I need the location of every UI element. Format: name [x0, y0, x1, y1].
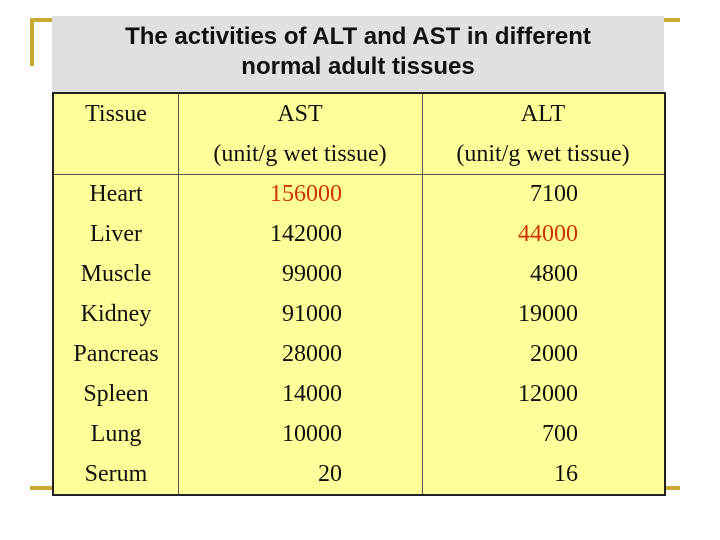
header-ast: AST [277, 101, 323, 127]
header-alt: ALT [520, 101, 566, 127]
tissue-name: Pancreas [73, 341, 159, 367]
alt-value: 4800 [530, 261, 578, 287]
alt-value: 19000 [518, 301, 578, 327]
ast-value: 10000 [282, 421, 342, 447]
corner-bracket-bottom-left [30, 486, 54, 490]
corner-bracket-top-left-vertical [30, 18, 34, 66]
tissue-name: Liver [90, 221, 142, 247]
tissue-name: Kidney [80, 301, 152, 327]
title-box [52, 16, 664, 92]
alt-value: 2000 [530, 341, 578, 367]
alt-value: 16 [554, 461, 578, 487]
enzyme-activity-table [52, 92, 666, 496]
slide-title: The activities of ALT and AST in different normal adult tissues [125, 23, 591, 80]
ast-value: 14000 [282, 381, 342, 407]
ast-value-highlighted: 156000 [270, 181, 342, 207]
ast-value: 99000 [282, 261, 342, 287]
corner-bracket-top-left-horizontal [30, 18, 52, 22]
alt-value: 700 [542, 421, 578, 447]
tissue-name: Lung [90, 421, 142, 447]
ast-value: 20 [318, 461, 342, 487]
tissue-name: Spleen [83, 381, 149, 407]
ast-value: 91000 [282, 301, 342, 327]
header-alt-unit: (unit/g wet tissue) [456, 141, 630, 167]
header-tissue: Tissue [85, 101, 147, 127]
tissue-name: Heart [89, 181, 143, 207]
header-ast-unit: (unit/g wet tissue) [213, 141, 387, 167]
ast-value: 28000 [282, 341, 342, 367]
alt-value: 12000 [518, 381, 578, 407]
ast-value: 142000 [270, 221, 342, 247]
alt-value-highlighted: 44000 [518, 221, 578, 247]
tissue-name: Muscle [80, 261, 152, 287]
alt-value: 7100 [530, 181, 578, 207]
tissue-name: Serum [84, 461, 148, 487]
